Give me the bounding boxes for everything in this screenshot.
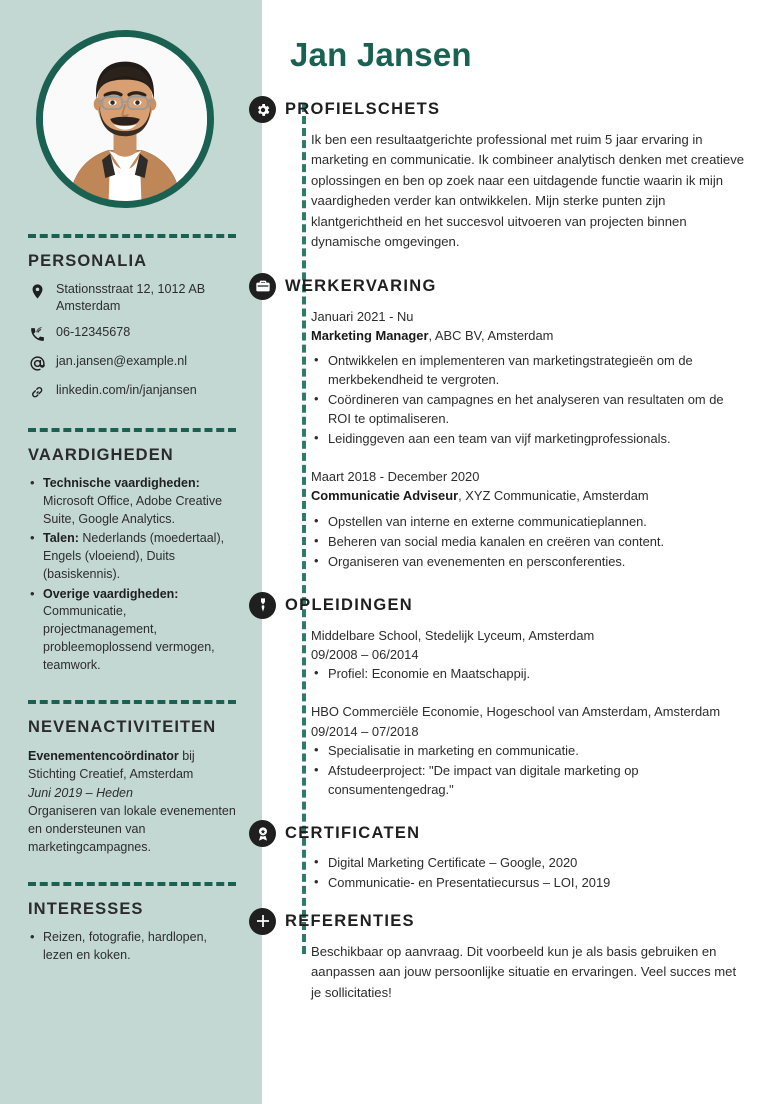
education-bullets	[311, 665, 746, 684]
list-item: • Communicatie- en Presentatiecursus – LOI, 2019	[311, 874, 746, 893]
spacer	[262, 259, 746, 273]
portrait-photo	[43, 37, 207, 201]
job-bullets	[311, 513, 746, 572]
phone-icon	[28, 325, 47, 344]
divider	[28, 700, 236, 704]
section-body	[311, 130, 746, 253]
list-item	[28, 586, 240, 675]
education-entry	[311, 702, 746, 800]
section-title: CERTIFICATEN	[285, 824, 421, 843]
neven-role-suffix: bij	[178, 749, 195, 764]
sidebar-section-personalia	[28, 252, 240, 402]
section-profielschets	[262, 96, 746, 253]
skill-value: Nederlands (moedertaal), Engels (vloeiend), Duits (basiskennis).	[43, 531, 225, 581]
section-header	[262, 273, 746, 300]
education-bullets	[311, 742, 746, 800]
job-company: , ABC BV, Amsterdam	[428, 327, 554, 343]
location-pin-icon	[28, 282, 47, 301]
section-body	[311, 626, 746, 800]
section-title: REFERENTIES	[285, 911, 415, 930]
list-item: • Beheren van social media kanalen en creëren van content.	[311, 533, 746, 552]
skill-value: Communicatie, projectmanagement, probleemoplossend vermogen, teamwork.	[43, 604, 215, 672]
divider	[28, 234, 236, 238]
job-date: Maart 2018 - December 2020	[311, 469, 480, 485]
section-referenties	[262, 908, 746, 1003]
job-date: Januari 2021 - Nu	[311, 308, 414, 324]
certificaten-bullets	[311, 854, 746, 893]
education-date: 09/2014 – 07/2018	[311, 723, 419, 739]
contact-row-phone[interactable]	[28, 324, 240, 344]
interesses-list	[28, 929, 240, 965]
avatar-ring	[36, 30, 214, 208]
neven-period: Juni 2019 – Heden	[28, 785, 133, 800]
spacer	[311, 688, 746, 702]
skill-label: Talen:	[43, 531, 79, 546]
list-item: • Ontwikkelen en implementeren van marketingstrategieën om de merkbekendheid te vergroten.	[311, 352, 746, 390]
contact-row-linkedin[interactable]	[28, 382, 240, 402]
job-entry	[311, 467, 746, 572]
section-certificaten	[262, 820, 746, 893]
job-company: , XYZ Communicatie, Amsterdam	[458, 488, 649, 504]
page-title: Jan Jansen	[290, 36, 472, 73]
contact-linkedin-value: linkedin.com/in/janjansen	[56, 383, 197, 397]
referenties-text: Beschikbaar op aanvraag. Dit voorbeeld kun je als basis gebruiken en aanpassen aan jouw persoonlijke situatie en ervaringen. Veel succes met je sollicitaties!	[311, 943, 737, 1000]
contact-phone-value: 06-12345678	[56, 325, 131, 339]
education-school: HBO Commerciële Economie, Hogeschool van Amsterdam, Amsterdam	[311, 704, 721, 720]
section-header	[262, 820, 746, 847]
skill-label: Overige vaardigheden:	[43, 586, 179, 601]
list-item: • Leidinggeven aan een team van vijf marketingprofessionals.	[311, 430, 746, 449]
contact-address-value: Stationsstraat 12, 1012 AB Amsterdam	[56, 282, 206, 313]
contact-email-value: jan.jansen@example.nl	[56, 354, 188, 368]
section-title: WERKERVARING	[285, 276, 437, 295]
plus-circle-icon	[249, 908, 276, 935]
nevenactiviteiten-heading: NEVENACTIVITEITEN	[28, 718, 217, 737]
list-item: • Profiel: Economie en Maatschappij.	[311, 665, 746, 684]
spacer	[262, 578, 746, 592]
section-header	[262, 908, 746, 935]
email-at-icon	[28, 354, 47, 373]
link-icon	[28, 383, 47, 402]
contact-row-address[interactable]	[28, 281, 240, 315]
job-entry	[311, 307, 746, 450]
education-entry	[311, 626, 746, 685]
personalia-heading: PERSONALIA	[28, 252, 148, 270]
list-item: • Coördineren van campagnes en het analyseren van resultaten om de ROI te optimaliseren.	[311, 391, 746, 429]
neven-org: Stichting Creatief, Amsterdam	[28, 767, 194, 782]
skill-value: Microsoft Office, Adobe Creative Suite, Google Analytics.	[43, 493, 223, 526]
avatar	[36, 30, 214, 208]
job-bullets	[311, 352, 746, 449]
section-body	[311, 307, 746, 572]
section-body	[311, 854, 746, 893]
profielschets-text: Ik ben een resultaatgerichte professional met ruim 5 jaar ervaring in marketing en communicatie. Ik combineer analytisch denken met creatieve oplossingen en ben op zoek naar een uitdagende functie waarin ik mijn vaardigheden verder kan ontwikkelen. Mijn sterke punten zijn klantgerichtheid en het succesvol uitvoeren van projecten binnen dynamische omgevingen.	[311, 132, 745, 250]
skill-label: Technische vaardigheden:	[43, 476, 200, 490]
job-role: Communicatie Adviseur	[311, 488, 459, 504]
nevenactiviteiten-body	[28, 747, 240, 856]
list-item: • Reizen, fotografie, hardlopen, lezen en koken.	[28, 929, 240, 965]
section-title: PROFIELSCHETS	[285, 100, 441, 118]
list-item: • Organiseren van evenementen en persconferenties.	[311, 553, 746, 572]
briefcase-icon	[249, 273, 276, 300]
job-role-line	[311, 326, 746, 345]
section-header	[262, 592, 746, 619]
list-item: • Digital Marketing Certificate – Google, 2020	[311, 854, 746, 873]
award-badge-icon	[249, 820, 276, 847]
list-item: • Opstellen van interne en externe communicatieplannen.	[311, 513, 746, 532]
section-body	[311, 942, 746, 1003]
main-column	[262, 0, 780, 1104]
sidebar-section-vaardigheden	[28, 446, 240, 674]
neven-role: Evenementencoördinator	[28, 749, 179, 764]
section-header	[262, 96, 746, 123]
list-item: • Afstudeerproject: "De impact van digitale marketing op consumentengedrag."	[311, 762, 746, 800]
list-item	[28, 475, 240, 528]
vaardigheden-list	[28, 475, 240, 674]
pen-nib-icon	[249, 592, 276, 619]
section-title: OPLEIDINGEN	[285, 595, 413, 614]
education-date: 09/2008 – 06/2014	[311, 647, 419, 663]
gear-icon	[249, 96, 276, 123]
sidebar-section-interesses	[28, 900, 240, 965]
vaardigheden-heading: VAARDIGHEDEN	[28, 446, 174, 464]
spacer	[262, 899, 746, 908]
list-item: • Specialisatie in marketing en communicatie.	[311, 742, 746, 761]
spacer	[262, 806, 746, 820]
neven-description: Organiseren van lokale evenementen en ondersteunen van marketingcampagnes.	[28, 803, 236, 854]
interesses-heading: INTERESSES	[28, 900, 144, 918]
job-role: Marketing Manager	[311, 327, 429, 343]
sidebar-section-nevenactiviteiten	[28, 718, 240, 856]
divider	[28, 882, 236, 886]
section-werkervaring	[262, 273, 746, 572]
section-opleidingen	[262, 592, 746, 800]
sidebar	[0, 0, 262, 1104]
list-item	[28, 530, 240, 583]
job-role-line	[311, 486, 746, 505]
education-school: Middelbare School, Stedelijk Lyceum, Amsterdam	[311, 627, 595, 643]
divider	[28, 428, 236, 432]
spacer	[311, 453, 746, 467]
contact-row-email[interactable]	[28, 353, 240, 373]
